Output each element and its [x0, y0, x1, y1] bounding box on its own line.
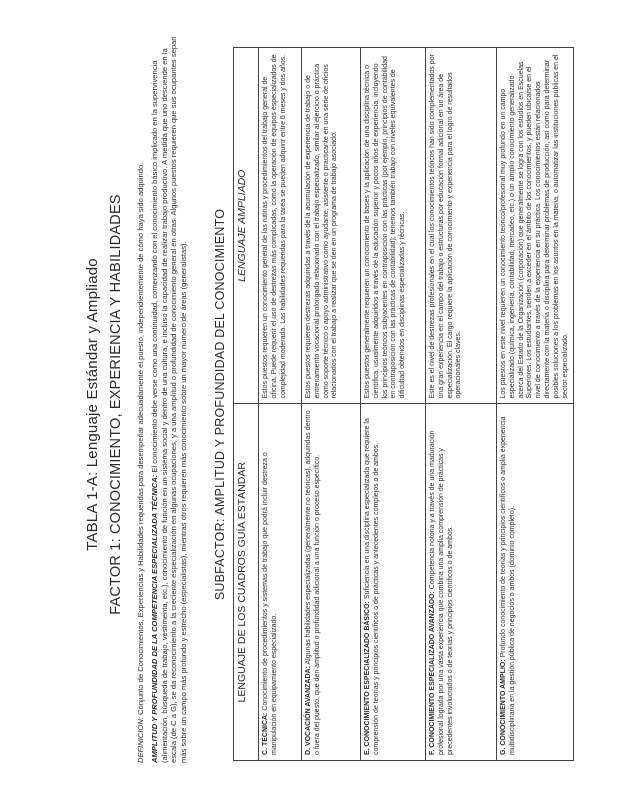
amplitude-text: El conocimiento debe verse como una continuidad, comenzando con el conocimiento básico implicado en la supervivencia (alimentación, búsqueda de trabajo, vestimenta, etc.), conocimiento de función en un sistema social y dentro de una cultura, e incluso la capacidad de realizar trabajo productivo. A medida que uno desciende en la escala (de C a G), se da reconocimiento a la creciente especialización en algunas ocupaciones, y a una amplitud o profundidad de conocimiento general en otras. Algunos puestos requieren que sus ocupantes sepan más sobre un campo más profundo y estrecho (especialistas), mientras otros requieren más conocimiento sobre un mayor número de áreas (generalistas).	[150, 36, 188, 763]
factor-title: FACTOR 1: CONOCIMIENTO, EXPERIENCIA Y HABILIDADES	[108, 194, 124, 615]
language-table	[233, 47, 574, 761]
document-title: TABLA 1-A: Lenguaje Estándar y Ampliado	[84, 258, 101, 551]
standard-cell	[259, 404, 302, 761]
standard-cell	[426, 404, 497, 761]
standard-text: Conocimiento de procedimientos y sistemas de trabajo que podrá incluir destreza o manipulación en equipamiento especializado.	[262, 452, 278, 755]
table-row	[361, 48, 426, 761]
table-row	[497, 48, 574, 761]
standard-text: Algunas habilidades especializadas (generalmente no teóricas), adquiridas dentro o fuera del puesto, que den amplitud o profundidad adicional a una función o proceso específico.	[305, 410, 321, 755]
standard-cell	[361, 404, 426, 761]
table-row	[426, 48, 497, 761]
extended-cell: Los puestos en este nivel requieren un conocimiento teórico/profesional muy profundo en un campo especializado (química, ingeniería, contabilidad, mercadeo, etc.) o un amplio conocimiento generalizado acerca del Estado de la Organización (corporación) que generalmente se logra con los estudios en Escuelas Superiores. Los estudiantes, tienden a exceder en el ámbito de los conocimientos, y pueden ubicarse en el nivel de conocimiento a través de la experiencia en su práctica. Los conocimientos están relacionados directamente con la materia o disciplina para determinar problemas de producción, así como para determinar posibles soluciones a los problemas en los asuntos en la materia, o automatizar las instituciones públicas en el sector especializado.	[497, 48, 574, 405]
definition-text: Conjunto de Conocimientos, Experiencias y Habilidades requeridas para desempeñar adecuadamente el puesto, independientemente de cómo haya sido adquirido.	[136, 162, 145, 715]
subfactor-title: SUBFACTOR: AMPLITUD Y PROFUNDIDAD DEL CONOCIMIENTO	[213, 208, 227, 601]
header-extended-language: LENGUAJE AMPLIADO	[234, 48, 259, 405]
level-label: C. TÉCNICA:	[262, 712, 269, 755]
definition-paragraph	[136, 33, 146, 763]
standard-text: Profundo conocimiento de teorías y principios científicos o amplia experiencia multidisciplinaria en la gestión pública de negocios o ambos (dominio completo).	[500, 416, 516, 755]
level-label: E. CONOCIMIENTO ESPECIALIZADO BÁSICO:	[364, 601, 371, 755]
standard-text: Suficiencia en una disciplina especializada que requiere la comprensión de teorías y principios científicos o de prácticas y antecedentes complejos o de ambos.	[364, 418, 380, 755]
extended-cell: Este es el nivel de destrezas profesionales en el cual los conocimientos teóricos han sido complementados por una gran experiencia en el campo del trabajo o estructuras por educación formal adicional en un área de especialización. El cargo requiere la aplicación de conocimiento y experiencia para el logro de resultados operacionales claves.	[426, 48, 497, 405]
extended-cell: Estos puestos requieren un conocimiento general de las rutinas y procedimientos del trabajo general de oficina. Puede requerir el uso de destrezas más complicadas, como la operación de equipos especializados de complejidad moderada. Las habilidades requeridas para la tarea se pueden adquirir entre 6 meses y dos años.	[259, 48, 302, 405]
level-label: D. VOCACIÓN AVANZADA:	[305, 666, 312, 755]
standard-text: Competencia notoria y a través de una maduración profesional lograda por una vasta experiencia que combina una amplia comprensión de prácticas y precedentes involucrados o de teorías y principios científicos o de ambos.	[429, 430, 454, 755]
extended-cell: Estos puestos requieren destrezas adquiridas a través de la acumulación de experiencia de trabajo o de entrenamiento vocacional prolongado relacionado con el trabajo especializado, similar al ejercicio o práctica como soporte técnico o apoyo administrativo como ayudante, asistente o practicante en una serie de oficios relacionados con el trabajo a realizar que se den en un programa de trabajo asociado.	[302, 48, 361, 405]
table-row	[302, 48, 361, 761]
definition-label: DEFINICIÓN:	[136, 717, 145, 763]
extended-cell: Estos puestos generalmente requieren un conocimiento de bases y la aplicación de una disciplina técnica o científica, usualmente adquiridos a través de la educación superior y pocos años de experiencia, incluyendo los principios teóricos subyacentes en contraposición con las prácticas (por ejemplo, principios de contabilidad en contraposición con las prácticas de contabilidad); tenemos también trabajo con niveles equivalentes de dificultad obtenidos en disciplinas especializadas y técnicas.	[361, 48, 426, 405]
standard-cell	[497, 404, 574, 761]
table-row	[259, 48, 302, 761]
standard-cell	[302, 404, 361, 761]
level-label: F. CONOCIMIENTO ESPECIALIZADO AVANZADO:	[429, 591, 436, 755]
level-label: G. CONOCIMIENTO AMPLIO:	[500, 659, 507, 755]
header-standard-language: LENGUAJE DE LOS CUADROS GUÍA ESTÁNDAR	[234, 404, 259, 761]
amplitude-label: AMPLITUD Y PROFUNDIDAD DE LA COMPETENCIA ESPECIALIZADA TÉCNICA:	[150, 474, 159, 763]
amplitude-paragraph	[150, 28, 188, 763]
table-header-row	[234, 48, 259, 761]
